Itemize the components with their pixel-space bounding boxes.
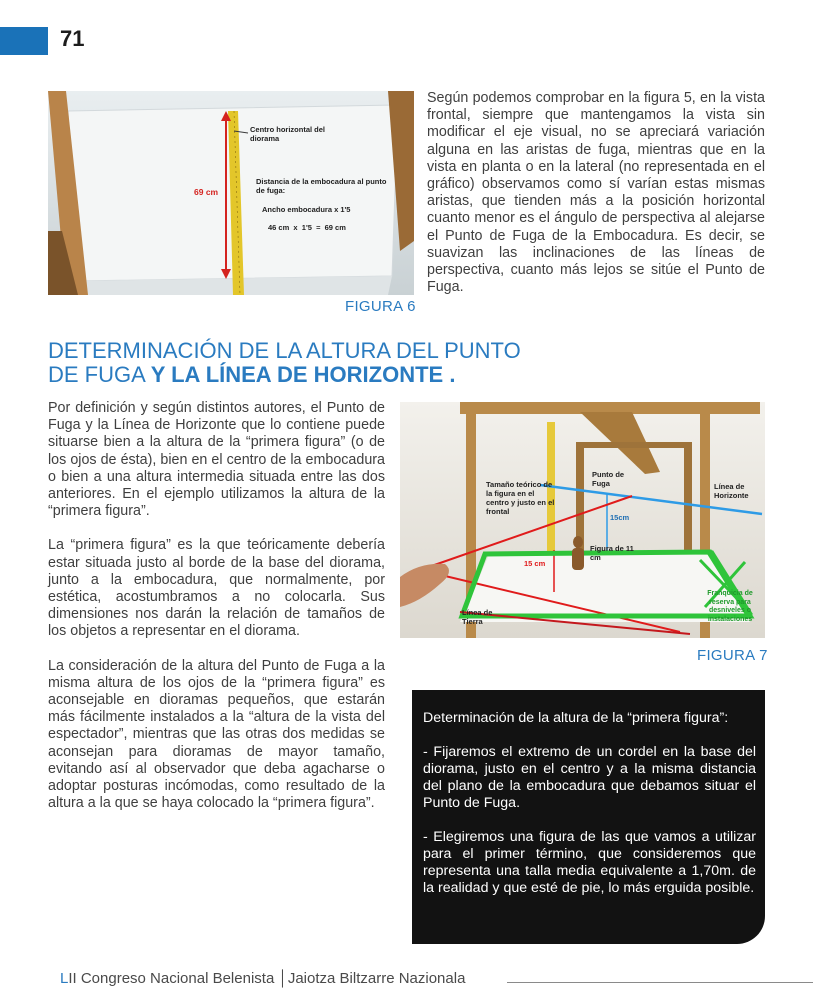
heading-line-2-bold: Y LA LÍNEA DE HORIZONTE .	[150, 362, 456, 387]
body-column	[48, 400, 385, 829]
instructions-box	[412, 690, 765, 944]
figure-6-photo	[48, 91, 414, 295]
fig7-label-figure: Figura de 11 cm	[590, 544, 634, 562]
fig6-label-calc: 46 cm x 1'5 = 69 cm	[268, 223, 346, 232]
footer	[60, 970, 465, 987]
body-paragraph: La consideración de la altura del Punto de Fuga a la misma altura de los ojos de la “primera figura” es aconsejable en dioramas pequeños, que estarán más fácilmente instalados a la “altura de la vista del espectador”, mientras que las otras dos medidas se aconsejan para dioramas de mayor tamaño, evitando así al observador que deba agacharse o adoptar posturas incómodas, como resultado de la altura a la que se haya colocado la “primera figura”.	[48, 657, 385, 812]
page-number: 71	[60, 26, 85, 51]
section-heading	[48, 339, 568, 387]
fig7-label-15cm-red: 15 cm	[524, 559, 546, 568]
fig6-label-formula: Ancho embocadura x 1'5	[262, 205, 351, 214]
footer-text: II Congreso Nacional Belenista │Jaiotza Biltzarre Nazionala	[68, 970, 466, 987]
page-number-tab	[0, 27, 48, 55]
footer-divider	[507, 982, 813, 983]
figure-6-caption: FIGURA 6	[345, 298, 416, 315]
intro-paragraph: Según podemos comprobar en la figura 5, en la vista frontal, siempre que mantengamos la vista sin modificar el eje visual, no se apreciará variación alguna en las aristas de fuga, mientras que en la vista en planta o en la lateral (no representada en el gráfico) observamos como sí varían estas mismas aristas, que tienden más a la posición horizontal cuanto menor es el ángulo de perspectiva al alejarse el Punto de Fuga de la Embocadura. Es decir, se suavizan las inclinaciones de las líneas de perspectiva, cuanto más lejos se sitúe el Punto de Fuga.	[427, 90, 765, 296]
heading-line-1: DETERMINACIÓN DE LA ALTURA DEL PUNTO	[48, 338, 521, 363]
fig7-label-15cm-blue: 15cm	[610, 513, 630, 522]
heading-line-2-light: DE FUGA	[48, 362, 151, 387]
fig6-label-measure: 69 cm	[194, 187, 219, 197]
figure-7-caption: FIGURA 7	[697, 647, 768, 664]
fig6-label-center: Centro horizontal del diorama	[250, 125, 325, 143]
body-paragraph: La “primera figura” es la que teóricamente debería estar situada justo al borde de la base del diorama, junto a la embocadura, que normalmente, por estética, acostumbramos a no colocarla. Sus dimensiones nos darán la relación de tamaños de los objetos a representar en el diorama.	[48, 537, 385, 640]
figure-7-photo	[400, 402, 765, 638]
fig7-label-theoretical: Tamaño teórico de la figura en el centro y justo en el frontal	[486, 480, 555, 516]
box-item: - Elegiremos una figura de las que vamos a utilizar para el primer término, que consideremos que representa una talla media equivalente a 1,70m. de la realidad y que esté de pie, lo más erguida posible.	[423, 829, 756, 896]
body-paragraph: Por definición y según distintos autores, el Punto de Fuga y la Línea de Horizonte que lo contiene puede situarse bien a la altura de la “primera figura” (o de los ojos de ésta), bien en el centro de la embocadura o bien a una altura intermedia situada entre las dos anteriores. En el ejemplo utilizamos la altura de la “primera figura”.	[48, 400, 385, 520]
fig7-label-reserve: Franquicia de reserva para desniveles o instalaciones	[707, 590, 753, 623]
fig7-label-ground: Línea de Tierra	[462, 608, 493, 626]
box-title: Determinación de la altura de la “primera figura”:	[423, 710, 729, 726]
box-item: - Fijaremos el extremo de un cordel en la base del diorama, justo en el centro y a la misma distancia del plano de la embocadura que debamos situar el Punto de Fuga.	[423, 744, 756, 811]
fig7-label-horizon: Línea de Horizonte	[714, 482, 749, 500]
fig6-label-distance: Distancia de la embocadura al punto de fuga:	[256, 177, 387, 195]
footer-accent: L	[60, 970, 69, 987]
fig7-label-vanishing: Punto de Fuga	[592, 470, 625, 488]
